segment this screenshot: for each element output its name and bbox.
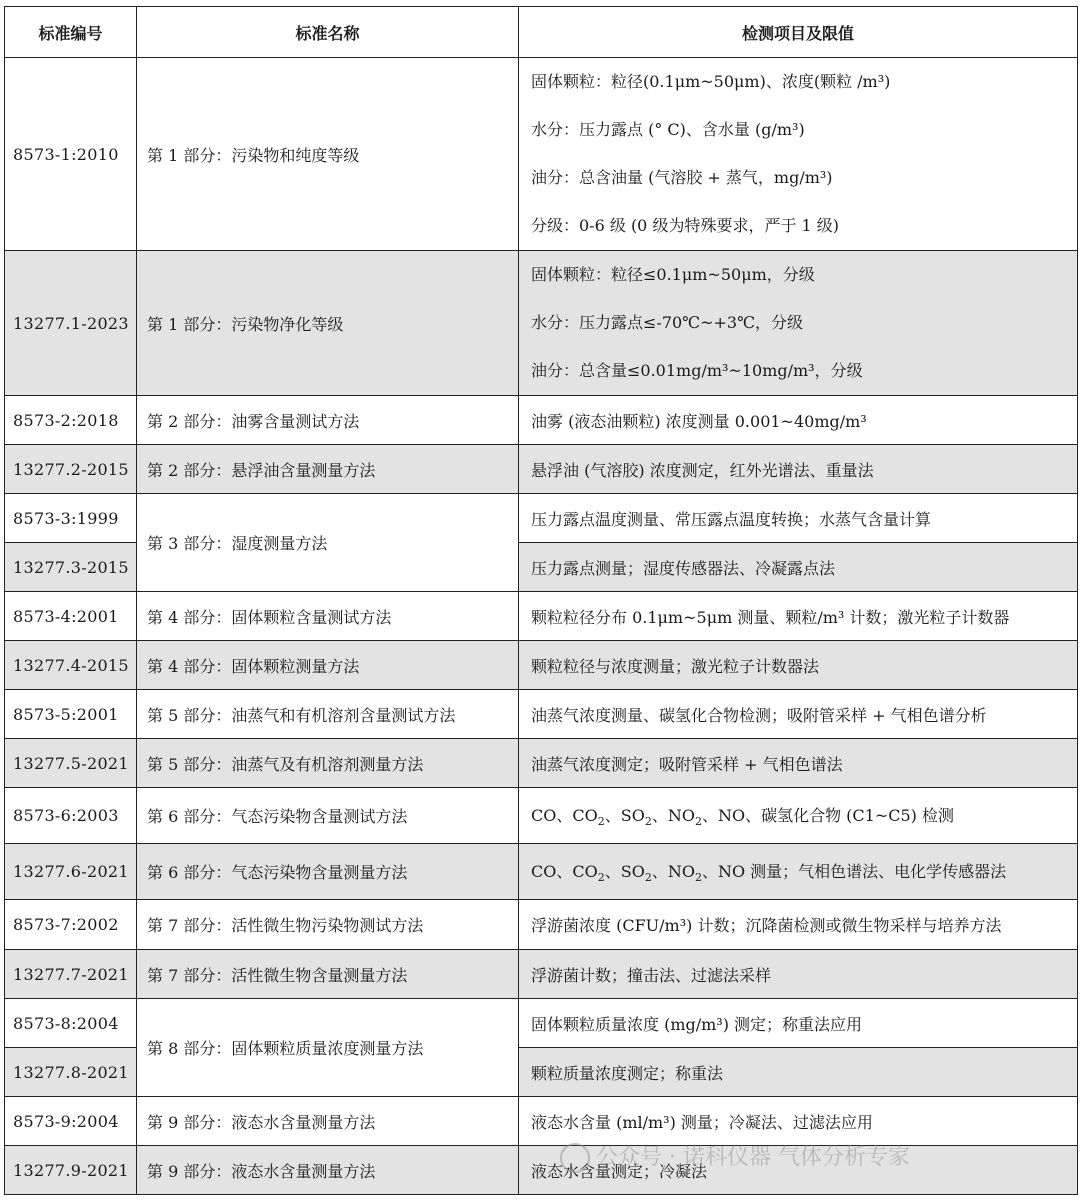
item-line: 固体颗粒：粒径≤0.1μm~50μm，分级 [531,265,815,284]
row-items: 油蒸气浓度测量、碳氢化合物检测；吸附管采样 + 气相色谱分析 [519,690,1078,739]
row-code: 8573-7:2002 [5,900,137,950]
table-row [5,251,1078,396]
row-name: 第 8 部分：固体颗粒质量浓度测量方法 [137,999,519,1097]
row-items [519,58,1078,251]
row-items: 液态水含量 (ml/m³) 测量；冷凝法、过滤法应用 [519,1097,1078,1146]
row-items: 悬浮油 (气溶胶) 浓度测定，红外光谱法、重量法 [519,445,1078,494]
row-name: 第 4 部分：固体颗粒测量方法 [137,641,519,690]
row-items: 油雾 (液态油颗粒) 浓度测量 0.001~40mg/m³ [519,396,1078,445]
row-name: 第 4 部分：固体颗粒含量测试方法 [137,592,519,641]
subscript: 2 [644,871,652,885]
table-row [5,950,1078,999]
item-text: 、NO、碳氢化合物 (C1~C5) 检测 [701,805,954,825]
row-items: 颗粒粒径分布 0.1μm~5μm 测量、颗粒/m³ 计数；激光粒子计数器 [519,592,1078,641]
table-row [5,1097,1078,1146]
row-code: 13277.1-2023 [5,251,137,396]
subscript: 2 [597,815,605,829]
table-row [5,900,1078,950]
row-name: 第 7 部分：活性微生物污染物测试方法 [137,900,519,950]
item-line: 油分：总含量≤0.01mg/m³~10mg/m³，分级 [531,361,863,380]
row-name: 第 7 部分：活性微生物含量测量方法 [137,950,519,999]
row-code: 13277.4-2015 [5,641,137,690]
row-code: 8573-4:2001 [5,592,137,641]
row-items: 颗粒粒径与浓度测量；激光粒子计数器法 [519,641,1078,690]
item-line: 油分：总含油量 (气溶胶 + 蒸气，mg/m³) [531,168,833,187]
row-name: 第 9 部分：液态水含量测量方法 [137,1097,519,1146]
table-row [5,1146,1078,1195]
item-text: 、NO [651,805,695,825]
item-line: 水分：压力露点 (° C)、含水量 (g/m³) [531,120,805,139]
row-code: 13277.3-2015 [5,543,137,592]
table-row [5,592,1078,641]
row-items: 颗粒质量浓度测定；称重法 [519,1048,1078,1097]
row-code: 13277.8-2021 [5,1048,137,1097]
row-name: 第 3 部分：湿度测量方法 [137,494,519,592]
watermark-text: 公众号 · 诺科仪器 气体分析专家 [596,1145,910,1170]
row-name: 第 5 部分：油蒸气和有机溶剂含量测试方法 [137,690,519,739]
row-name: 第 5 部分：油蒸气及有机溶剂测量方法 [137,739,519,788]
row-code: 8573-9:2004 [5,1097,137,1146]
header-code: 标准编号 [5,7,137,58]
table-row [5,396,1078,445]
row-items: 固体颗粒质量浓度 (mg/m³) 测定；称重法应用 [519,999,1078,1048]
row-code: 13277.7-2021 [5,950,137,999]
row-items [519,844,1078,900]
row-code: 8573-8:2004 [5,999,137,1048]
row-code: 8573-6:2003 [5,788,137,844]
row-code: 8573-1:2010 [5,58,137,251]
row-code: 13277.2-2015 [5,445,137,494]
item-text: CO、CO [531,805,598,825]
row-items: 压力露点温度测量、常压露点温度转换；水蒸气含量计算 [519,494,1078,543]
table-row [5,690,1078,739]
item-text: CO、CO [531,861,598,881]
subscript: 2 [694,815,702,829]
header-name: 标准名称 [137,7,519,58]
table-header [5,7,1078,58]
row-items [519,788,1078,844]
subscript: 2 [694,871,702,885]
row-name: 第 1 部分：污染物净化等级 [137,251,519,396]
table-row [5,494,1078,543]
row-items: 浮游菌浓度 (CFU/m³) 计数；沉降菌检测或微生物采样与培养方法 [519,900,1078,950]
item-text: 、SO [604,861,645,881]
row-name: 第 1 部分：污染物和纯度等级 [137,58,519,251]
row-name: 第 2 部分：油雾含量测试方法 [137,396,519,445]
header-items: 检测项目及限值 [519,7,1078,58]
table-row [5,844,1078,900]
table-row [5,739,1078,788]
row-code: 13277.9-2021 [5,1146,137,1195]
item-line: 分级：0-6 级 (0 级为特殊要求，严于 1 级) [531,216,840,235]
row-name: 第 6 部分：气态污染物含量测量方法 [137,844,519,900]
row-code: 13277.6-2021 [5,844,137,900]
row-name: 第 6 部分：气态污染物含量测试方法 [137,788,519,844]
item-text: 、NO 测量；气相色谱法、电化学传感器法 [701,861,1007,881]
row-items: 压力露点测量；湿度传感器法、冷凝露点法 [519,543,1078,592]
item-line: 固体颗粒：粒径(0.1μm~50μm)、浓度(颗粒 /m³) [531,72,891,91]
row-items [519,251,1078,396]
subscript: 2 [597,871,605,885]
row-code: 13277.5-2021 [5,739,137,788]
row-name: 第 9 部分：液态水含量测量方法 [137,1146,519,1195]
row-items: 油蒸气浓度测定；吸附管采样 + 气相色谱法 [519,739,1078,788]
table-row [5,58,1078,251]
table-row [5,788,1078,844]
item-text: 、SO [604,805,645,825]
row-code: 8573-3:1999 [5,494,137,543]
table-row [5,641,1078,690]
standards-table [4,6,1078,1195]
row-name: 第 2 部分：悬浮油含量测量方法 [137,445,519,494]
row-code: 8573-5:2001 [5,690,137,739]
item-text: 、NO [651,861,695,881]
table-row [5,445,1078,494]
row-items: 浮游菌计数；撞击法、过滤法采样 [519,950,1078,999]
subscript: 2 [644,815,652,829]
row-items: 液态水含量测定；冷凝法 [519,1146,1078,1195]
table-row [5,999,1078,1048]
row-code: 8573-2:2018 [5,396,137,445]
item-line: 水分：压力露点≤-70℃~+3℃，分级 [531,313,803,332]
